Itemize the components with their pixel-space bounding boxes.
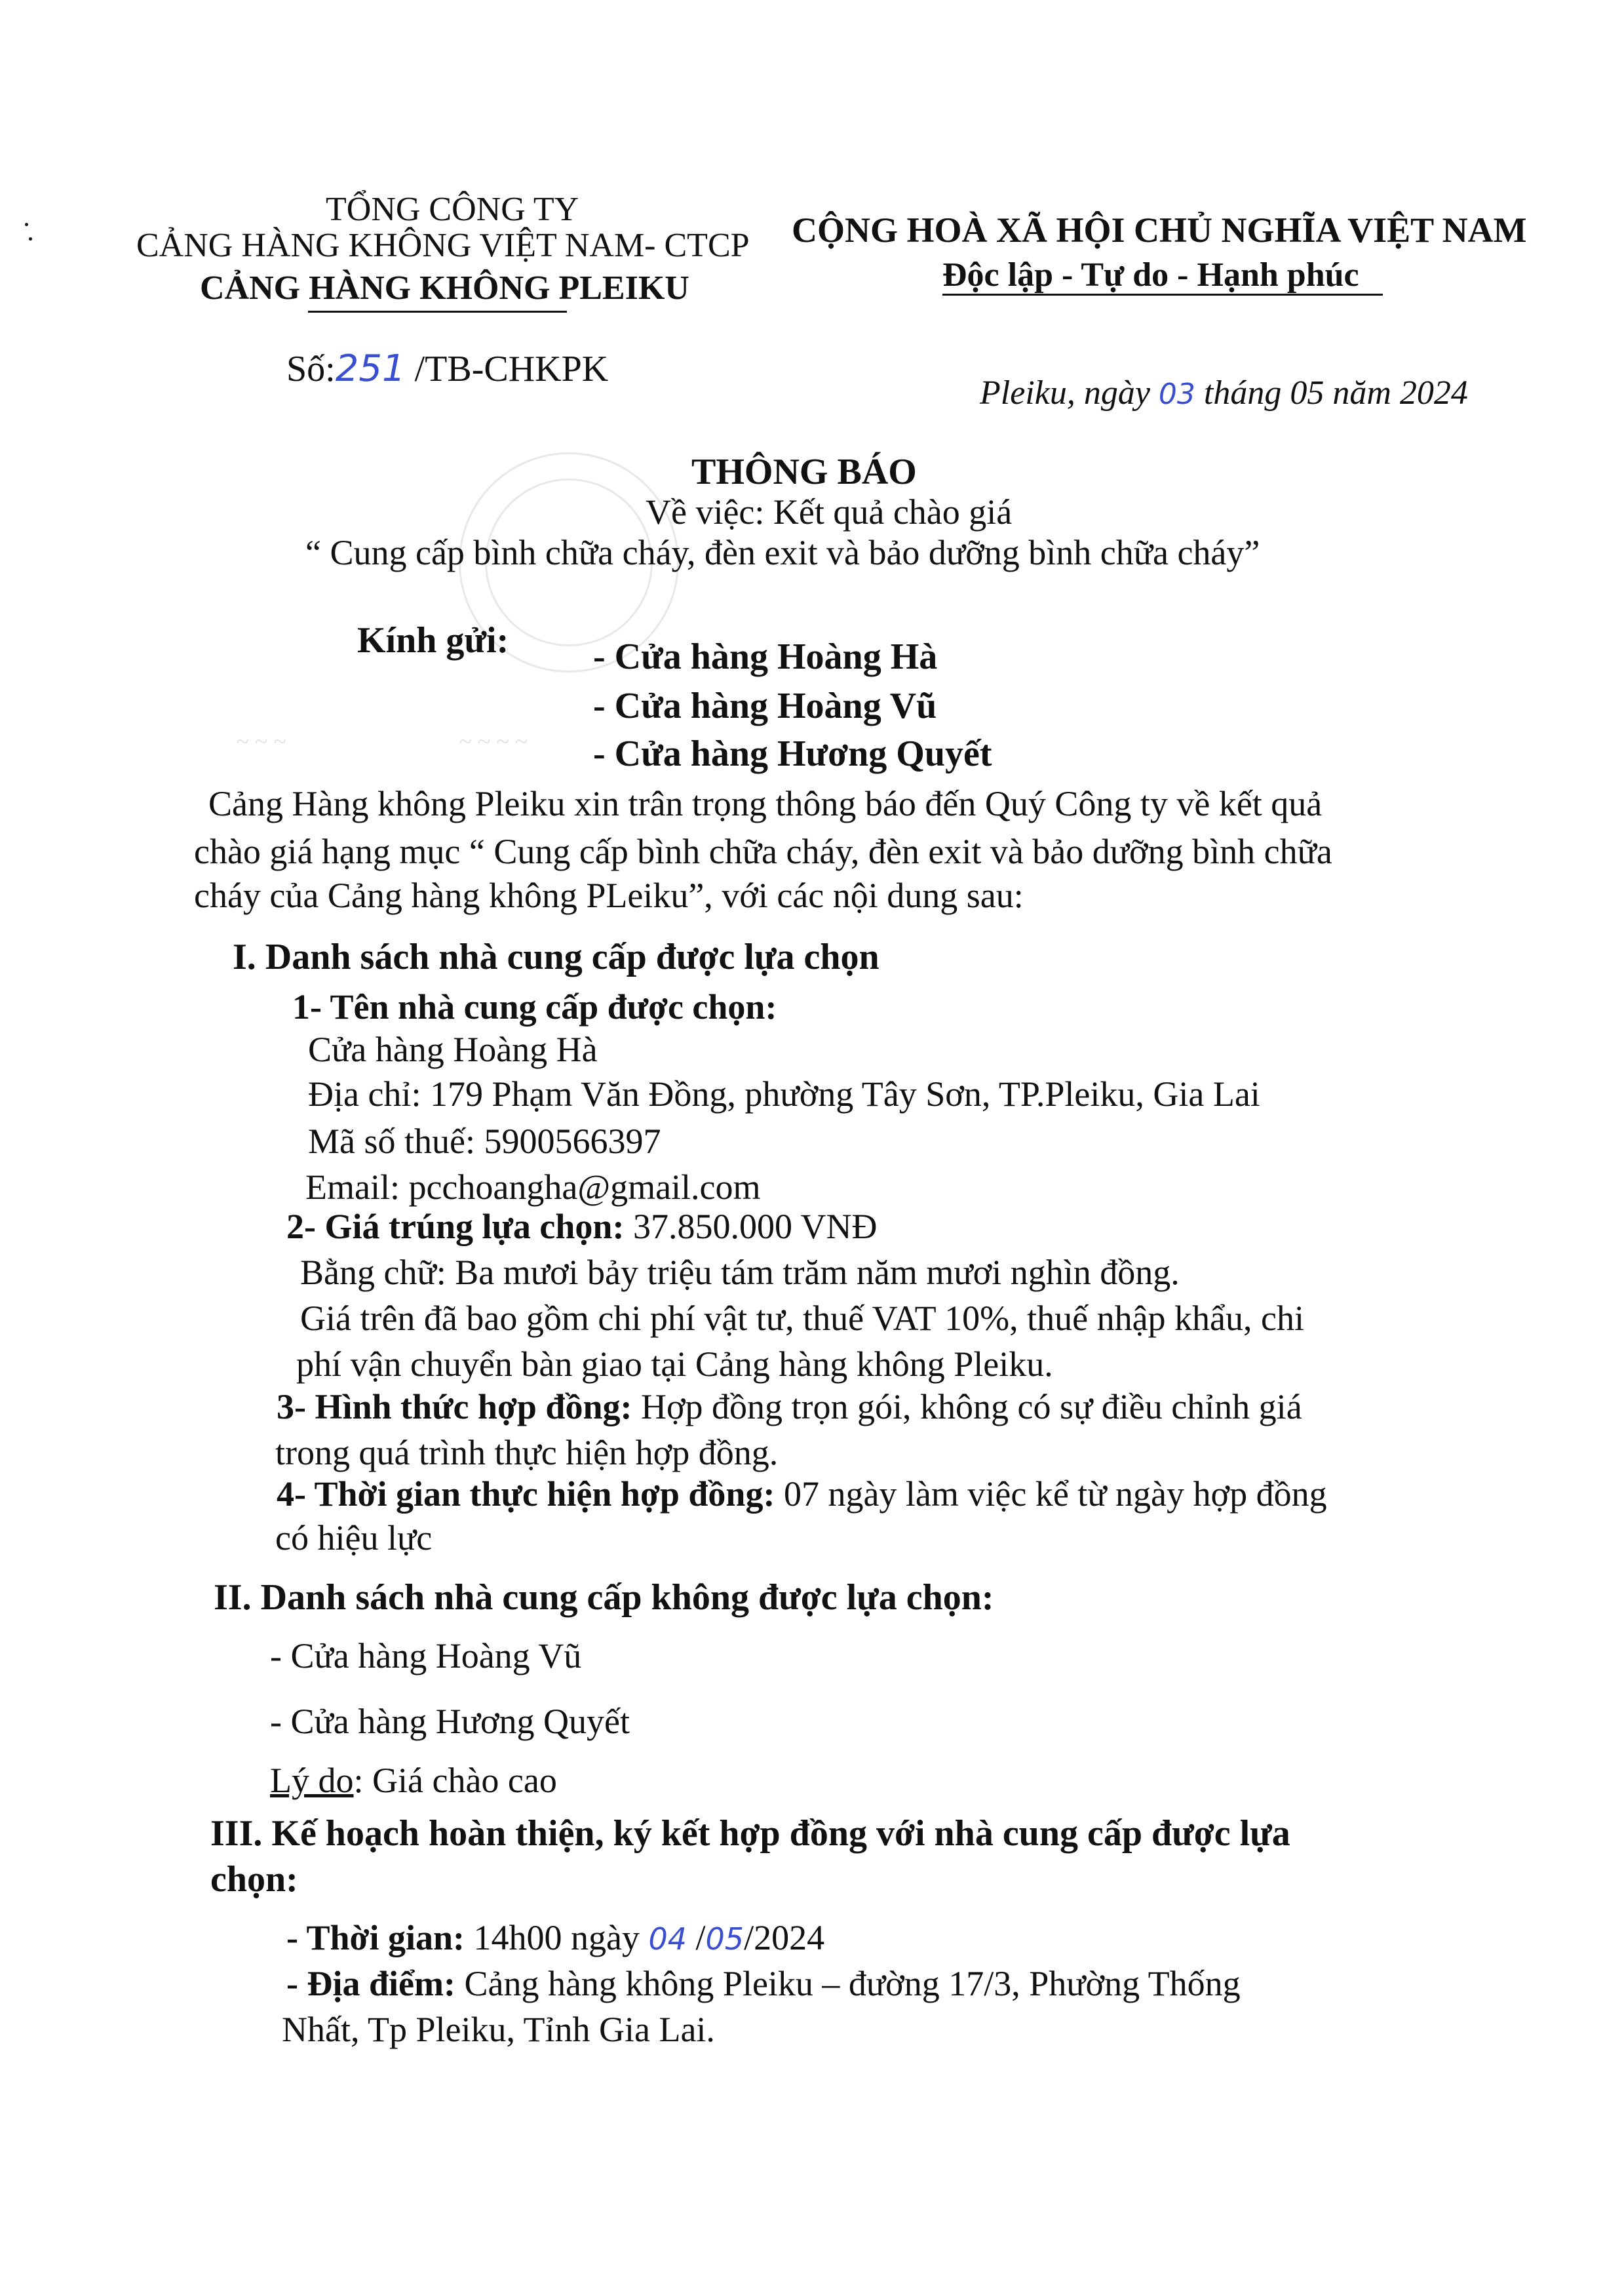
issue-date xyxy=(980,374,1468,412)
section3-heading-line2: chọn: xyxy=(210,1859,298,1900)
org-name: CẢNG HÀNG KHÔNG PLEIKU xyxy=(200,269,689,307)
meeting-month: 05 xyxy=(705,1921,744,1957)
rejection-reason xyxy=(270,1760,557,1801)
recipients-label: Kính gửi: xyxy=(357,620,509,661)
meeting-time xyxy=(286,1917,824,1958)
intro-line: chào giá hạng mục “ Cung cấp bình chữa cháy, đèn exit và bảo dưỡng bình chữa xyxy=(194,832,1332,871)
doc-number xyxy=(286,347,608,390)
recipient-item: - Cửa hàng Hương Quyết xyxy=(593,734,992,774)
rejection-reason-label: Lý do xyxy=(270,1761,354,1800)
doc-number-handwritten: 251 xyxy=(335,347,406,390)
doc-number-suffix: /TB-CHKPK xyxy=(414,349,609,389)
contract-type-value: Hợp đồng trọn gói, không có sự điều chỉnh giá xyxy=(640,1387,1302,1426)
supplier-name: Cửa hàng Hoàng Hà xyxy=(308,1030,598,1069)
supplier-address: Địa chỉ: 179 Phạm Văn Đồng, phường Tây Sơn, TP.Pleiku, Gia Lai xyxy=(308,1074,1260,1114)
supplier-email: Email: pcchoangha@gmail.com xyxy=(305,1167,761,1207)
meeting-time-value: 14h00 ngày xyxy=(473,1918,640,1957)
meeting-place xyxy=(286,1963,1241,2004)
price-note-line2: phí vận chuyển bàn giao tại Cảng hàng không Pleiku. xyxy=(296,1344,1053,1384)
scan-speck xyxy=(25,223,28,226)
rejected-supplier: - Cửa hàng Hương Quyết xyxy=(270,1702,630,1741)
org-name-underline xyxy=(308,311,567,313)
faint-signature-mark: ~ ~ ~ ~ xyxy=(459,728,528,754)
contract-duration-label: 4- Thời gian thực hiện hợp đồng: xyxy=(277,1474,775,1514)
org-parent-line2: CẢNG HÀNG KHÔNG VIỆT NAM- CTCP xyxy=(136,227,750,264)
section2-heading: II. Danh sách nhà cung cấp không được lựa chọn: xyxy=(214,1577,994,1618)
rejection-reason-value: : Giá chào cao xyxy=(353,1761,557,1800)
meeting-place-value-line2: Nhất, Tp Pleiku, Tỉnh Gia Lai. xyxy=(282,2010,715,2049)
intro-line: cháy của Cảng hàng không PLeiku”, với các nội dung sau: xyxy=(194,876,1024,915)
doc-number-prefix: Số: xyxy=(286,349,336,389)
supplier-tax-code: Mã số thuế: 5900566397 xyxy=(308,1122,661,1161)
price-note-line1: Giá trên đã bao gồm chi phí vật tư, thuế VAT 10%, thuế nhập khẩu, chi xyxy=(300,1299,1304,1338)
meeting-day: 04 xyxy=(648,1921,687,1957)
section3-heading-line1: III. Kế hoạch hoàn thiện, ký kết hợp đồng với nhà cung cấp được lựa xyxy=(210,1813,1290,1854)
section1-item3 xyxy=(277,1386,1302,1427)
contract-type-label: 3- Hình thức hợp đồng: xyxy=(277,1387,632,1426)
section1-item1-heading: 1- Tên nhà cung cấp được chọn: xyxy=(292,987,777,1027)
nation-name: CỘNG HOÀ XÃ HỘI CHỦ NGHĨA VIỆT NAM xyxy=(792,210,1527,250)
meeting-time-label: - Thời gian: xyxy=(286,1918,465,1957)
winning-price-value: 37.850.000 VNĐ xyxy=(632,1207,878,1246)
issue-date-suffix: tháng 05 năm 2024 xyxy=(1203,374,1468,412)
price-in-words: Bằng chữ: Ba mươi bảy triệu tám trăm năm mươi nghìn đồng. xyxy=(300,1253,1180,1292)
meeting-date-separator: / xyxy=(695,1918,706,1957)
section1-item2 xyxy=(286,1206,877,1247)
nation-motto-underline xyxy=(942,294,1383,296)
doc-title: THÔNG BÁO xyxy=(691,452,917,492)
contract-duration-value-line2: có hiệu lực xyxy=(275,1518,433,1557)
meeting-year: /2024 xyxy=(744,1918,825,1957)
contract-duration-value: 07 ngày làm việc kể từ ngày hợp đồng xyxy=(783,1474,1327,1514)
meeting-place-value: Cảng hàng không Pleiku – đường 17/3, Phường Thống xyxy=(464,1964,1241,2003)
doc-subject: Về việc: Kết quả chào giá xyxy=(646,492,1013,532)
nation-motto: Độc lập - Tự do - Hạnh phúc xyxy=(942,256,1359,294)
winning-price-label: 2- Giá trúng lựa chọn: xyxy=(286,1207,625,1246)
meeting-place-label: - Địa điểm: xyxy=(286,1964,455,2003)
contract-type-value-line2: trong quá trình thực hiện hợp đồng. xyxy=(275,1433,779,1472)
recipient-item: - Cửa hàng Hoàng Vũ xyxy=(593,686,937,726)
org-parent-line1: TỔNG CÔNG TY xyxy=(326,191,579,228)
faint-signature-mark: ~ ~ ~ xyxy=(236,728,286,754)
issue-date-prefix: Pleiku, ngày xyxy=(980,374,1150,412)
intro-line: Cảng Hàng không Pleiku xin trân trọng thông báo đến Quý Công ty về kết quả xyxy=(208,784,1323,823)
doc-subject-quote: “ Cung cấp bình chữa cháy, đèn exit và bảo dưỡng bình chữa cháy” xyxy=(305,533,1260,572)
section1-heading: I. Danh sách nhà cung cấp được lựa chọn xyxy=(233,937,880,977)
issue-date-day: 03 xyxy=(1158,378,1195,411)
rejected-supplier: - Cửa hàng Hoàng Vũ xyxy=(270,1636,582,1675)
recipient-item: - Cửa hàng Hoàng Hà xyxy=(593,637,938,677)
section1-item4 xyxy=(277,1474,1327,1514)
scan-speck xyxy=(29,237,32,241)
